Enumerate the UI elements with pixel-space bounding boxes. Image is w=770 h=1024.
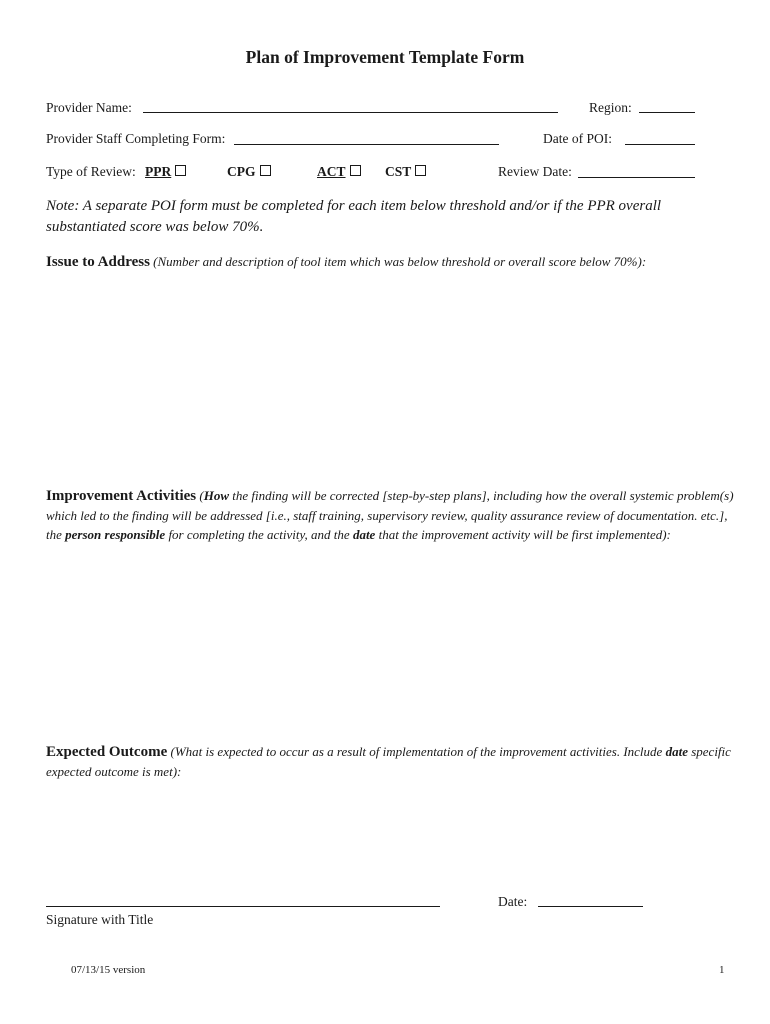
version-footer: 07/13/15 version bbox=[71, 964, 146, 976]
cpg-checkbox[interactable] bbox=[260, 165, 271, 176]
date-of-poi-label: Date of POI: bbox=[543, 131, 612, 146]
staff-completing-label: Provider Staff Completing Form: bbox=[46, 131, 226, 146]
cst-label: CST bbox=[385, 164, 412, 179]
outcome-text-2: specific expected outcome is met): bbox=[46, 744, 731, 779]
type-of-review-label: Type of Review: bbox=[46, 164, 136, 179]
review-date-label: Review Date: bbox=[498, 164, 572, 179]
signature-line[interactable] bbox=[46, 906, 440, 907]
outcome-section bbox=[46, 742, 736, 781]
review-date-field[interactable] bbox=[578, 177, 695, 178]
signature-date-field[interactable] bbox=[538, 906, 643, 907]
issue-description: (Number and description of tool item which was below threshold or overall score below 70%): bbox=[153, 254, 647, 269]
improvement-section bbox=[46, 486, 736, 544]
improvement-person-responsible: person responsible bbox=[65, 527, 166, 542]
improvement-text-1: the finding will be corrected [step-by-step plans], including how the overall systemic problem(s) which led to the finding will be addressed [i.e., staff training, supervisory review, quality assurance review of documentation. etc.], the bbox=[46, 488, 734, 542]
region-label: Region: bbox=[589, 100, 632, 115]
provider-name-field[interactable] bbox=[143, 112, 558, 113]
improvement-how: How bbox=[203, 488, 230, 503]
outcome-heading: Expected Outcome bbox=[46, 744, 168, 760]
review-option-ppr[interactable] bbox=[145, 164, 186, 180]
review-option-act[interactable] bbox=[317, 164, 361, 180]
page-title: Plan of Improvement Template Form bbox=[245, 47, 525, 67]
provider-name-label: Provider Name: bbox=[46, 100, 132, 115]
cpg-label: CPG bbox=[227, 164, 256, 179]
review-option-cpg[interactable] bbox=[227, 164, 271, 180]
issue-section bbox=[46, 252, 736, 272]
act-checkbox[interactable] bbox=[350, 165, 361, 176]
act-label: ACT bbox=[317, 164, 346, 179]
ppr-label: PPR bbox=[145, 164, 172, 179]
cst-checkbox[interactable] bbox=[415, 165, 426, 176]
signature-label: Signature with Title bbox=[46, 912, 154, 927]
issue-response-area[interactable] bbox=[46, 278, 736, 478]
improvement-paren: ( bbox=[199, 488, 204, 503]
outcome-date: date bbox=[665, 744, 688, 759]
region-field[interactable] bbox=[639, 112, 695, 113]
improvement-response-area[interactable] bbox=[46, 570, 736, 735]
page-number: 1 bbox=[719, 964, 725, 976]
improvement-text-2: for completing the activity, and the bbox=[165, 527, 353, 542]
signature-date-label: Date: bbox=[498, 894, 528, 909]
outcome-response-area[interactable] bbox=[46, 790, 736, 890]
staff-completing-field[interactable] bbox=[234, 144, 499, 145]
outcome-text-1: (What is expected to occur as a result of implementation of the improvement activities. Include bbox=[170, 744, 666, 759]
date-of-poi-field[interactable] bbox=[625, 144, 695, 145]
improvement-date: date bbox=[352, 527, 376, 542]
review-option-cst[interactable] bbox=[385, 164, 426, 180]
issue-heading: Issue to Address bbox=[46, 254, 150, 270]
note-text: Note: A separate POI form must be completed for each item below threshold and/or if the PPR overall substantiated score was below 70%. bbox=[46, 198, 662, 235]
improvement-heading: Improvement Activities bbox=[46, 488, 197, 504]
ppr-checkbox[interactable] bbox=[175, 165, 186, 176]
improvement-text-3: that the improvement activity will be first implemented): bbox=[375, 527, 671, 542]
